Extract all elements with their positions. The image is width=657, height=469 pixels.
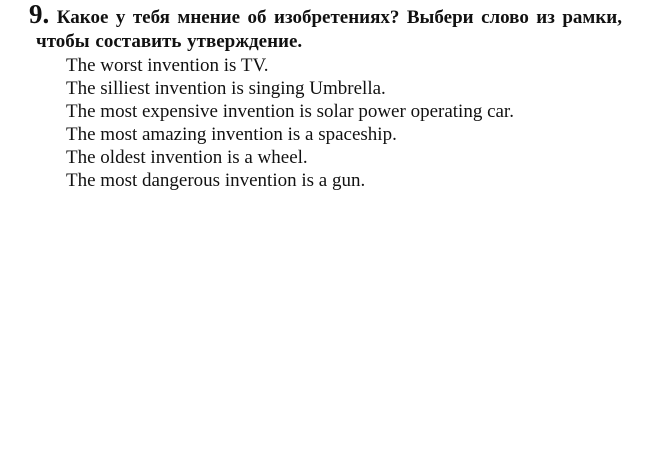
task-heading (29, 0, 623, 54)
answer-line: The most amazing invention is a spaceship. (66, 124, 397, 145)
answer-list (36, 54, 622, 192)
answer-line: The most dangerous invention is a gun. (66, 170, 366, 191)
answer-line: The oldest invention is a wheel. (66, 147, 308, 168)
answer-line: The most expensive invention is solar power operating car. (66, 101, 514, 122)
answer-line: The worst invention is TV. (66, 55, 269, 76)
answer-line: The silliest invention is singing Umbrella. (66, 78, 386, 99)
task-instruction: Какое у тебя мнение об изобретениях? Выбери слово из рамки, чтобы составить утверждение. (36, 7, 623, 52)
task-number: 9. (29, 0, 50, 29)
exercise-block (29, 0, 623, 192)
